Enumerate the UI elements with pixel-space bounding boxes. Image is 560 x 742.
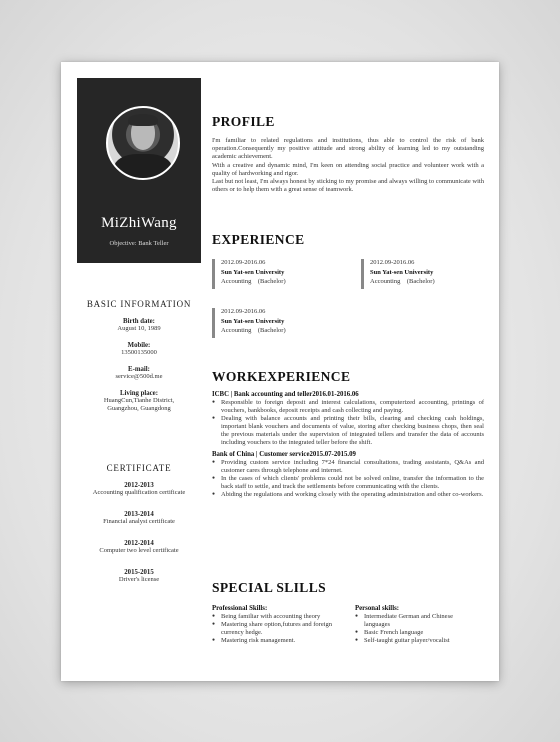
email-value: service@500d.me: [115, 373, 163, 380]
person-name: MiZhiWang: [101, 215, 177, 231]
experience-section: [212, 232, 484, 342]
professional-skills-label: Professional Skills:: [212, 605, 268, 612]
education-school: Sun Yat-sen University: [221, 318, 285, 326]
skill-item: ● Basic French language: [364, 629, 480, 637]
job-duties: [212, 399, 484, 446]
education-school: Sun Yat-sen University: [221, 269, 285, 277]
work-experience-title: WORKEXPERIENCE: [212, 369, 351, 384]
certificate-year: 2012-2013: [124, 482, 154, 489]
job-heading: Bank of China | Customer service2015.07-2015.09: [212, 451, 356, 459]
certificate-section: [77, 463, 201, 583]
certificate-year: 2015-2015: [124, 569, 154, 576]
job-heading: ICBC | Bank accounting and teller2016.01-2016.06: [212, 391, 359, 398]
professional-skills: [212, 605, 332, 645]
certificate-name: Driver's license: [118, 576, 160, 583]
education-period: 2012.09-2016.06: [370, 259, 415, 266]
certificate-name: Accounting qualification certificate: [92, 489, 186, 496]
birth-date-value: August 10, 1989: [117, 325, 161, 332]
basic-information-heading: BASIC INFORMATION: [86, 299, 192, 309]
professional-skills-list: [212, 613, 332, 645]
education-entry: [212, 259, 351, 289]
certificate-year: 2012-2014: [124, 540, 154, 547]
job-duty: ● Dealing with balance accounts and printing their bills, clearing and checking cash holdings, important blank vouchers and documents of value, storing after checking business chops, then seal the previous materials under the supervision of integrated tellers and transfer the data of accounts including vouchers to the integrated teller before the shift.: [221, 415, 484, 447]
skill-item: ● Self-taught guitar player/vocalist: [364, 637, 480, 645]
profile-card: [77, 78, 201, 263]
profile-title: PROFILE: [212, 114, 275, 129]
special-skills-title: SPECIAL SLILLS: [212, 580, 327, 595]
certificate-year: 2013-2014: [124, 511, 154, 518]
basic-information: [77, 299, 201, 413]
personal-skills-list: [355, 613, 480, 645]
profile-paragraph: Last but not least, I'm always honest by sticking to my promise and always willing to communicate with others or to help them with a great sense of teamwork.: [212, 178, 484, 194]
mobile-value: 13500135000: [121, 349, 157, 356]
education-period: 2012.09-2016.06: [221, 308, 266, 315]
job-duty: ● Abiding the regulations and working closely with the operating administration and other co-workers.: [221, 491, 484, 499]
education-period: 2012.09-2016.06: [221, 259, 266, 266]
living-place-value-line2: Guangzhou, Guangdong: [107, 405, 171, 412]
skill-item: ● Being familiar with accounting theory: [221, 613, 332, 621]
work-experience-section: [212, 369, 484, 499]
avatar-hair: [128, 114, 158, 126]
job-duties: [212, 459, 484, 499]
personal-skills-label: Personal skills:: [355, 605, 399, 612]
job-entry: [212, 391, 484, 446]
job-entry: [212, 451, 484, 499]
skill-item: ● Intermediate German and Chinese languages: [364, 613, 480, 629]
certificate-name: Financial analyst certificate: [103, 518, 175, 525]
certificate-heading: CERTIFICATE: [106, 463, 172, 473]
resume-page: [61, 62, 499, 681]
education-detail: Accounting (Bachelor): [221, 326, 286, 334]
education-detail: Accounting (Bachelor): [370, 277, 435, 285]
job-duty: ● In the cases of which clients' problems could not be solved online, transfer the information to the back staff to settle, and track the settlements before communicating with the clients.: [221, 475, 484, 491]
avatar-shirt: [114, 154, 172, 180]
birth-date-label: Birth date:: [123, 318, 155, 325]
education-entry: [361, 259, 480, 289]
special-skills-section: [212, 580, 484, 660]
mobile-label: Mobile:: [127, 342, 151, 349]
job-duty: ● Responsible to foreign deposit and interest calculations, computerized accounting, printings of vouchers, bankbooks, deposit receipts and cash collecting and paying.: [221, 399, 484, 415]
personal-skills: [355, 605, 480, 645]
education-detail: Accounting (Bachelor): [221, 277, 286, 285]
skill-item: ● Mastering share option,futures and foreign currency hedge.: [221, 621, 332, 637]
education-entry: [212, 308, 351, 338]
living-place-label: Living place:: [120, 390, 158, 397]
avatar: [106, 106, 180, 180]
profile-paragraph: I'm familiar to related regulations and institutions, thus able to control the risk of bank operation.Consequently my positive attitude and strong ability of learning led to my outstanding academic achievement.: [212, 137, 484, 161]
living-place-value: HuangCun,Tianhe District,: [103, 397, 175, 404]
profile-section: [212, 114, 484, 194]
profile-paragraph: With a creative and dynamic mind, I'm keen on attending social practice and volunteer work with a quality of hardworking and rigor.: [212, 161, 484, 177]
experience-title: EXPERIENCE: [212, 232, 305, 247]
job-duty: ● Providing custom service including 7*24 financial consultations, trading assistants, Q&As and customer cares through telephone and internet.: [221, 459, 484, 475]
email-label: E-mail:: [128, 366, 150, 373]
objective: Objective: Bank Teller: [109, 240, 169, 247]
certificate-name: Computer two level certificate: [99, 547, 179, 554]
skill-item: ● Mastering risk management.: [221, 637, 332, 645]
education-school: Sun Yat-sen University: [370, 269, 434, 277]
